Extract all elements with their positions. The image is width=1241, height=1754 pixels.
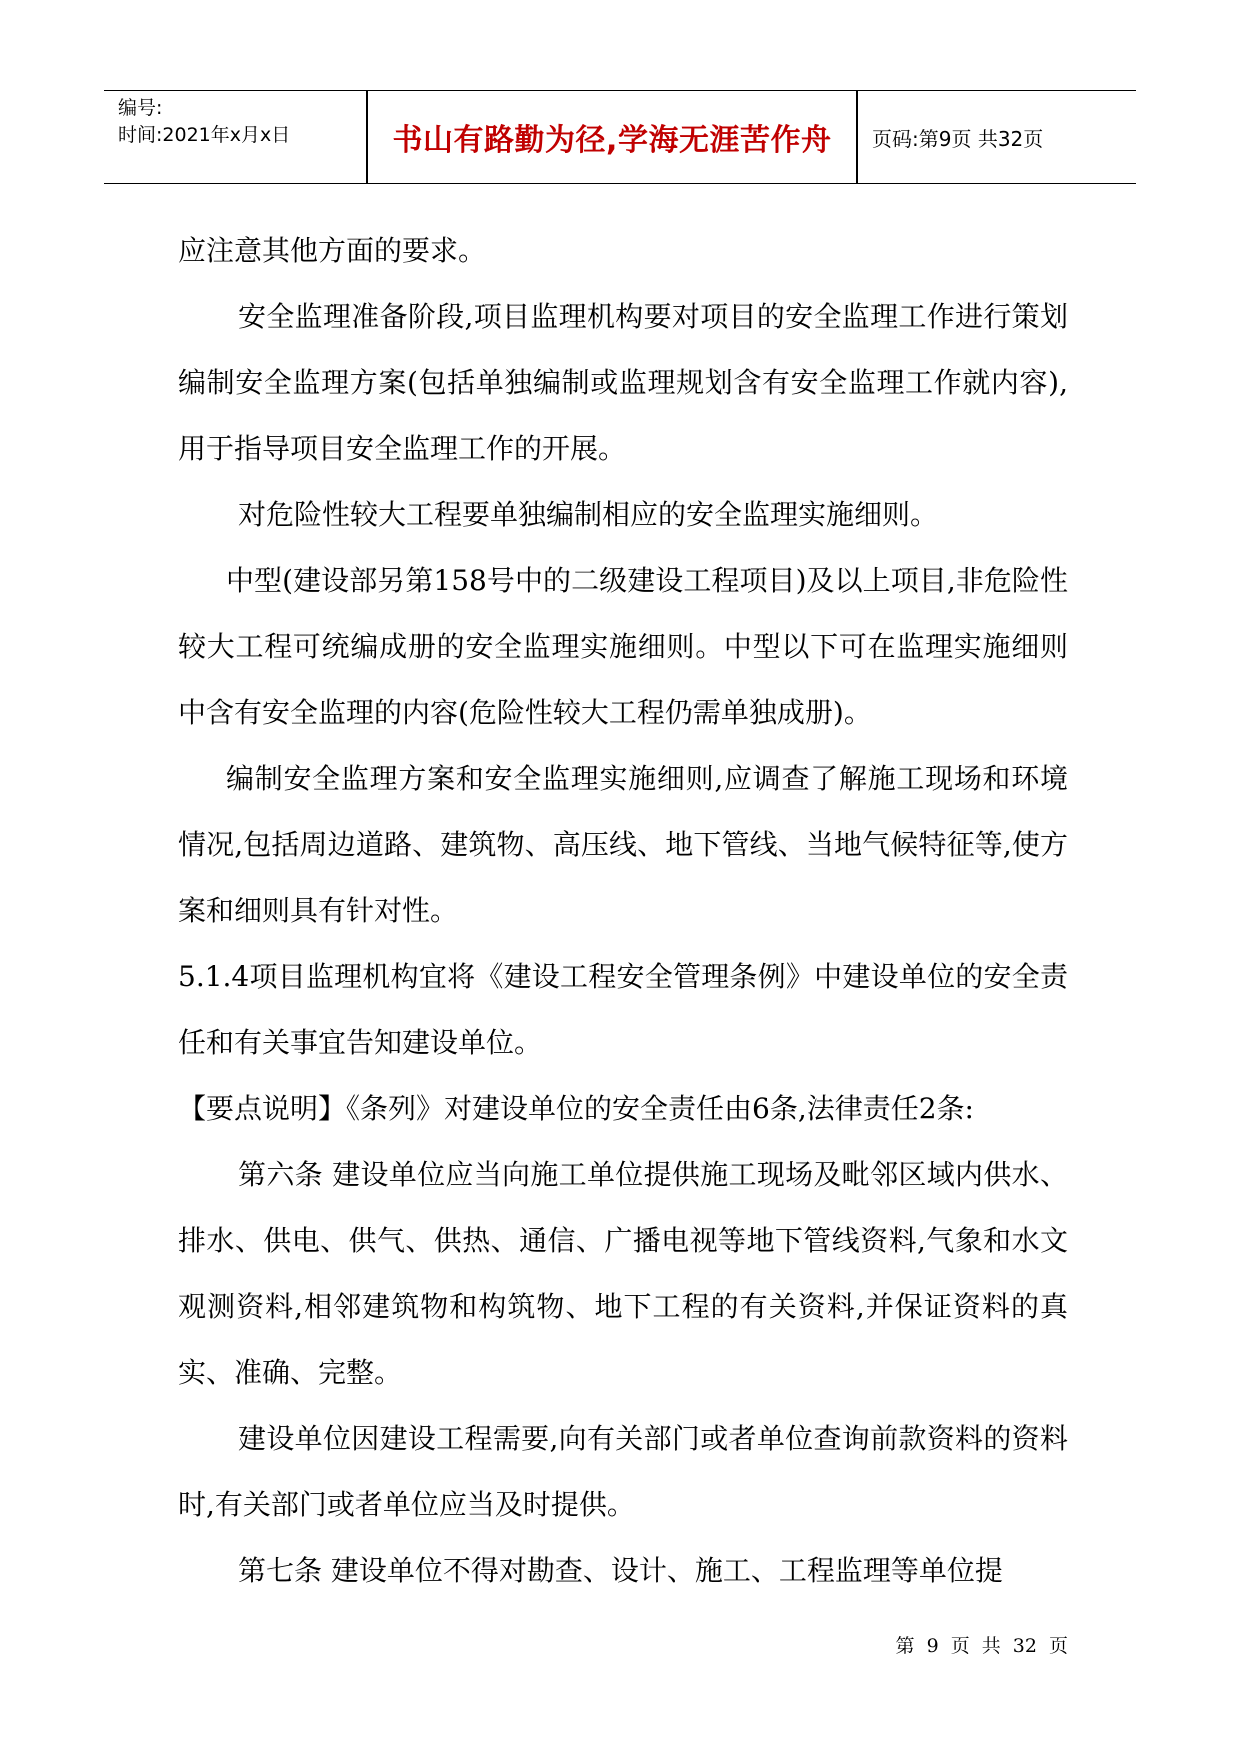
header-page-label: 页码:第9页 共32页 — [872, 126, 1044, 151]
paragraph: 建设单位因建设工程需要,向有关部门或者单位查询前款资料的资料时,有关部门或者单位应当及时提供。 — [178, 1422, 1068, 1521]
paragraph: 应注意其他方面的要求。 — [178, 234, 487, 267]
header-info — [118, 95, 290, 149]
page-footer: 第 9 页 共 32 页 — [895, 1635, 1068, 1657]
header-table — [104, 90, 1136, 184]
paragraph: 编制安全监理方案和安全监理实施细则,应调查了解施工现场和环境情况,包括周边道路、建筑物、高压线、地下管线、当地气候特征等,使方案和细则具有针对性。 — [178, 762, 1068, 927]
paragraph: 对危险性较大工程要单独编制相应的安全监理实施细则。 — [238, 498, 939, 531]
header-number-label: 编号: — [118, 97, 163, 119]
header-time-label: 时间:2021年x月x日 — [118, 124, 291, 146]
paragraph: 第六条 建设单位应当向施工单位提供施工现场及毗邻区域内供水、排水、供电、供气、供热、通信、广播电视等地下管线资料,气象和水文观测资料,相邻建筑物和构筑物、地下工程的有关资料,并保证资料的真实、准确、完整。 — [178, 1158, 1068, 1389]
section-heading: 5.1.4项目监理机构宜将《建设工程安全管理条例》中建设单位的安全责任和有关事宜告知建设单位。 — [178, 960, 1068, 1059]
header-divider — [856, 91, 858, 183]
key-point-note: 【要点说明】《条列》对建设单位的安全责任由6条,法律责任2条: — [178, 1092, 974, 1125]
document-body — [178, 218, 1068, 1604]
paragraph: 中型(建设部另第158号中的二级建设工程项目)及以上项目,非危险性较大工程可统编成册的安全监理实施细则。中型以下可在监理实施细则中含有安全监理的内容(危险性较大工程仍需单独成册)。 — [178, 564, 1068, 729]
header-motto: 书山有路勤为径,学海无涯苦作舟 — [392, 123, 832, 158]
paragraph: 第七条 建设单位不得对勘查、设计、施工、工程监理等单位提 — [238, 1554, 1003, 1587]
paragraph: 安全监理准备阶段,项目监理机构要对项目的安全监理工作进行策划编制安全监理方案(包括单独编制或监理规划含有安全监理工作就内容),用于指导项目安全监理工作的开展。 — [178, 300, 1068, 465]
